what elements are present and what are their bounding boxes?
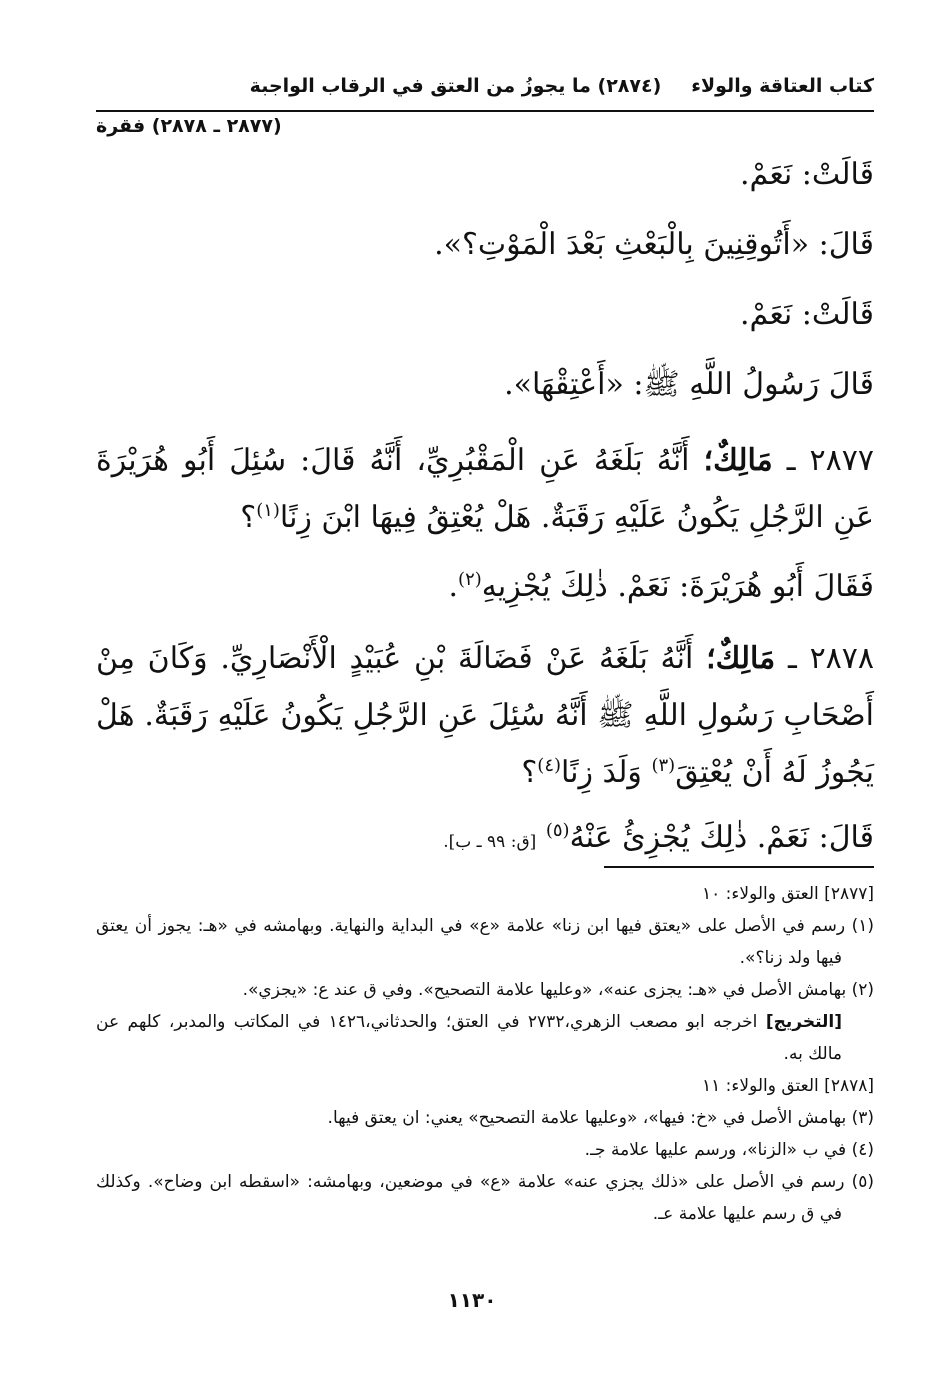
- hadith-reply: [96, 807, 874, 873]
- paragraph-range: (٢٨٧٧ ـ ٢٨٧٨) فقرة: [96, 115, 282, 137]
- reply-text: قَالَ: نَعَمْ. ذٰلِكَ يُجْزِئُ عَنْهُ: [569, 820, 874, 855]
- chapter-title: (٢٨٧٤) ما يجوزُ من العتق في الرقاب الواجبة: [249, 75, 662, 97]
- book-title: كتاب العتاقة والولاء: [691, 75, 874, 97]
- footnote-ref[interactable]: (٥): [545, 820, 570, 841]
- hadith-2877: [96, 432, 874, 546]
- footnote: (٤) في ب «الزنا»، ورسم عليها علامة جـ.: [584, 1140, 874, 1160]
- footnote: (٢) بهامش الأصل في «هـ: يجزى عنه»، «وعليها علامة التصحيح». وفي ق عند ع: «يجزي».: [242, 980, 874, 1000]
- hadith-text: ؟: [521, 755, 538, 790]
- footnote-ref[interactable]: (١): [256, 500, 280, 521]
- hadith-text: أَنَّهُ بَلَغَهُ عَنْ فَضَالَةَ بْنِ عُبَيْدٍ الْأَنْصَارِيِّ. وَكَانَ مِنْ أَصْحَابِ رَسُولِ اللَّهِ ﷺ أَنَّهُ سُئِلَ عَنِ الرَّجُلِ يَكُونُ عَلَيْهِ رَقَبَةٌ. هَلْ يَجُوزُ لَهُ أَنْ يُعْتِقَ: [96, 641, 874, 790]
- narrator: مَالِكٌ؛: [706, 641, 776, 676]
- dialogue-line: قَالَ: «أَتُوقِنِينَ بِالْبَعْثِ بَعْدَ الْمَوْتِ؟».: [434, 227, 874, 262]
- footnote-ref[interactable]: (٣): [651, 755, 676, 776]
- hadith-2878: [96, 630, 874, 801]
- dialogue-line: قَالَ رَسُولُ اللَّهِ ﷺ: «أَعْتِقْهَا».: [504, 367, 874, 402]
- dialogue-line: قَالَتْ: نَعَمْ.: [739, 157, 874, 192]
- hadith-text: وَلَدَ زِنًا: [561, 755, 652, 790]
- dialogue-line: قَالَتْ: نَعَمْ.: [739, 297, 874, 332]
- footnotes: [96, 878, 874, 1230]
- footnote: (١) رسم في الأصل على «يعتق فيها ابن زنا» علامة «ع» في البداية والنهاية. وبهامشه في «هـ: يجوز أن يعتق فيها ولد زنا؟».: [96, 916, 874, 968]
- footnote-ref[interactable]: (٢): [458, 569, 482, 590]
- hadith-text: ؟: [240, 500, 257, 535]
- narrator: مَالِكٌ؛: [703, 443, 773, 478]
- hadith-text: أَنَّهُ بَلَغَهُ عَنِ الْمَقْبُرِيِّ، أَنَّهُ قَالَ: سُئِلَ أَبُو هُرَيْرَةَ عَنِ الرَّجُلِ يَكُونُ عَلَيْهِ رَقَبَةٌ. هَلْ يُعْتِقُ فِيهَا ابْنَ زِنًا: [96, 443, 874, 535]
- footnote: (٥) رسم في الأصل على «ذلك يجزي عنه» علامة «ع» في موضعين، وبهامشه: «اسقطه ابن وضاح». وكذلك في ق رسم عليها علامة عـ.: [96, 1172, 874, 1224]
- main-text: [96, 140, 874, 873]
- reply-text: .: [448, 569, 459, 604]
- header-divider: [96, 110, 874, 112]
- page-number: ١١٣٠: [447, 1288, 497, 1312]
- source-reference: [٢٨٧٧] العتق والولاء: ١٠: [701, 884, 874, 904]
- hadith-number: ٢٨٧٨ ـ: [788, 641, 875, 676]
- footnote-ref[interactable]: (٤): [537, 755, 562, 776]
- footnote-divider: [604, 866, 874, 868]
- source-reference: [٢٨٧٨] العتق والولاء: ١١: [701, 1076, 874, 1096]
- takhrij-text: اخرجه ابو مصعب الزهري،٢٧٣٢ في العتق؛ والحدثاني،١٤٢٦ في المكاتب والمدبر، كلهم عن مالك به.: [96, 1012, 842, 1064]
- running-header: [96, 66, 874, 137]
- takhrij-label: [التخريج]: [765, 1012, 842, 1032]
- takhrij: [96, 1006, 874, 1070]
- footnote: (٣) بهامش الأصل في «خ: فيها»، «وعليها علامة التصحيح» يعني: ان يعتق فيها.: [327, 1108, 874, 1128]
- hadith-reply: [96, 556, 874, 618]
- reply-text: فَقَالَ أَبُو هُرَيْرَةَ: نَعَمْ. ذٰلِكَ يُجْزِيهِ: [481, 569, 874, 604]
- manuscript-reference: [ق: ٩٩ ـ ب].: [443, 832, 537, 852]
- hadith-number: ٢٨٧٧ ـ: [786, 443, 874, 478]
